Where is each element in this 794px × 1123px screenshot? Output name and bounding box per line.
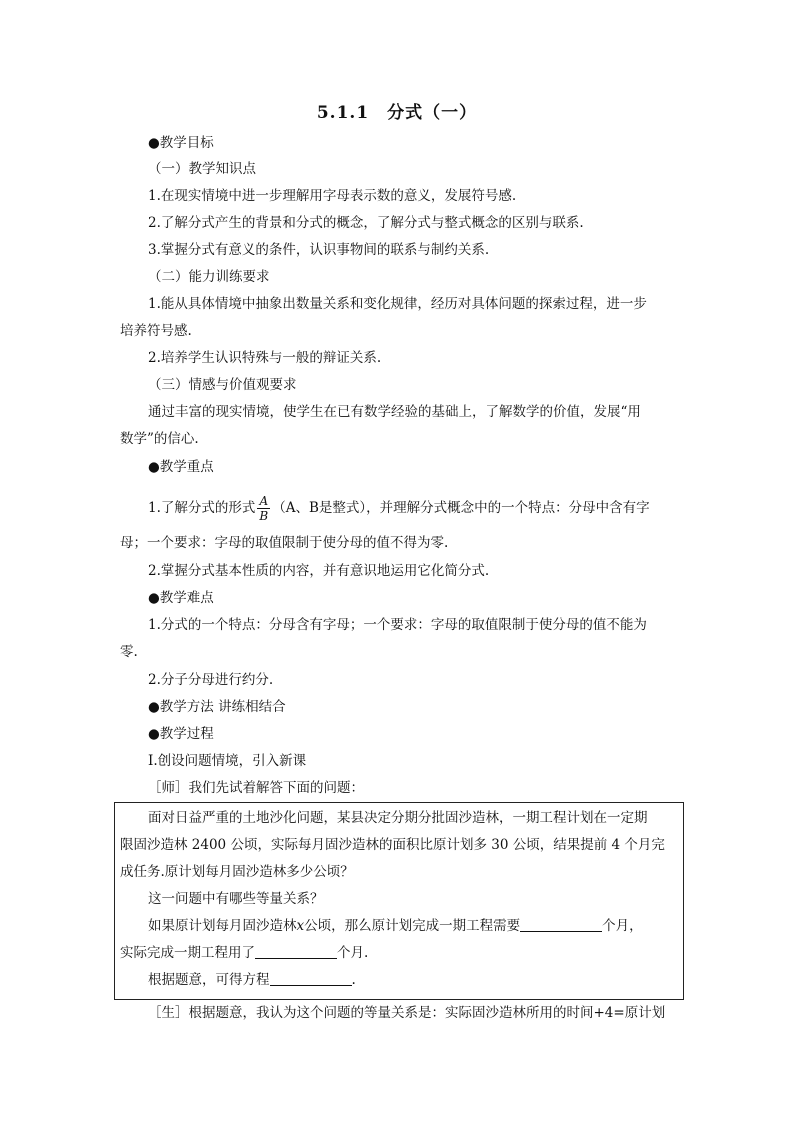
key-heading: ●教学重点 (148, 459, 214, 475)
variable-x: x (296, 918, 305, 934)
ability-item-line: 培养符号感. (120, 323, 192, 339)
knowledge-heading: （一）教学知识点 (148, 161, 256, 177)
method-heading: ●教学方法 讲练相结合 (148, 699, 286, 715)
emotion-line: 数学”的信心. (120, 431, 199, 447)
fraction-denominator: B (259, 509, 269, 523)
answer-blank (270, 971, 352, 986)
problem-question-1: 这一问题中有哪些等量关系？ (148, 891, 324, 907)
ability-item-line: 1.能从具体情境中抽象出数量关系和变化规律，经历对具体问题的探索过程，进一步 (148, 296, 647, 312)
problem-question-3 (120, 943, 680, 963)
process-heading: ●教学过程 (148, 726, 214, 742)
problem-line: 成任务.原计划每月固沙造林多少公顷？ (120, 864, 354, 880)
problem-question-2 (148, 916, 680, 936)
key-point-1-suffix: （A、B是整式），并理解分式概念中的一个特点：分母中含有字 (272, 500, 650, 516)
difficulty-item-2: 2.分子分母进行约分. (148, 672, 274, 688)
ability-heading: （二）能力训练要求 (148, 269, 270, 285)
key-point-2: 2.掌握分式基本性质的内容，并有意识地运用它化简分式. (148, 563, 490, 579)
goals-heading: ●教学目标 (148, 135, 214, 151)
knowledge-item: 2.了解分式产生的背景和分式的概念，了解分式与整式概念的区别与联系. (148, 215, 584, 231)
problem-question-4 (148, 970, 680, 990)
knowledge-item: 1.在现实情境中进一步理解用字母表示数的意义，发展符号感. (148, 188, 517, 204)
page-title: 5.1.1 分式（一） (316, 103, 478, 123)
emotion-heading: （三）情感与价值观要求 (148, 377, 297, 393)
q3-suffix: 个月. (337, 945, 369, 961)
q2-mid: 公顷，那么原计划完成一期工程需要 (304, 918, 521, 934)
q2-prefix: 如果原计划每月固沙造林 (148, 918, 297, 934)
difficulty-line: 零. (120, 644, 138, 660)
q3-prefix: 实际完成一期工程用了 (120, 945, 255, 961)
q4-suffix: . (351, 972, 356, 988)
teacher-line: ［师］我们先试着解答下面的问题： (148, 780, 364, 796)
problem-line: 限固沙造林 2400 公顷，实际每月固沙造林的面积比原计划多 30 公顷，结果提前 4 个月完 (120, 837, 665, 853)
key-point-1-prefix: 1.了解分式的形式 (148, 500, 256, 516)
answer-blank (255, 944, 337, 959)
q4-prefix: 根据题意，可得方程 (148, 972, 270, 988)
ability-item: 2.培养学生认识特殊与一般的辩证关系. (148, 350, 382, 366)
answer-blank (520, 917, 602, 932)
emotion-line: 通过丰富的现实情境，使学生在已有数学经验的基础上，了解数学的价值，发展“用 (148, 404, 641, 420)
difficulty-heading: ●教学难点 (148, 590, 214, 606)
student-line: ［生］根据题意，我认为这个问题的等量关系是：实际固沙造林所用的时间+4=原计划 (148, 1005, 666, 1021)
key-point-1 (148, 494, 680, 523)
step-1: Ⅰ.创设问题情境，引入新课 (148, 753, 307, 769)
fraction-a-over-b (257, 494, 270, 523)
key-point-1-line2: 母；一个要求：字母的取值限制于使分母的值不得为零. (120, 535, 449, 551)
fraction-numerator: A (257, 494, 270, 509)
difficulty-line: 1.分式的一个特点：分母含有字母；一个要求：字母的取值限制于使分母的值不能为 (148, 617, 647, 633)
q2-suffix: 个月， (602, 918, 643, 934)
problem-line: 面对日益严重的土地沙化问题，某县决定分期分批固沙造林，一期工程计划在一定期 (148, 810, 648, 826)
knowledge-item: 3.掌握分式有意义的条件，认识事物间的联系与制约关系. (148, 242, 490, 258)
